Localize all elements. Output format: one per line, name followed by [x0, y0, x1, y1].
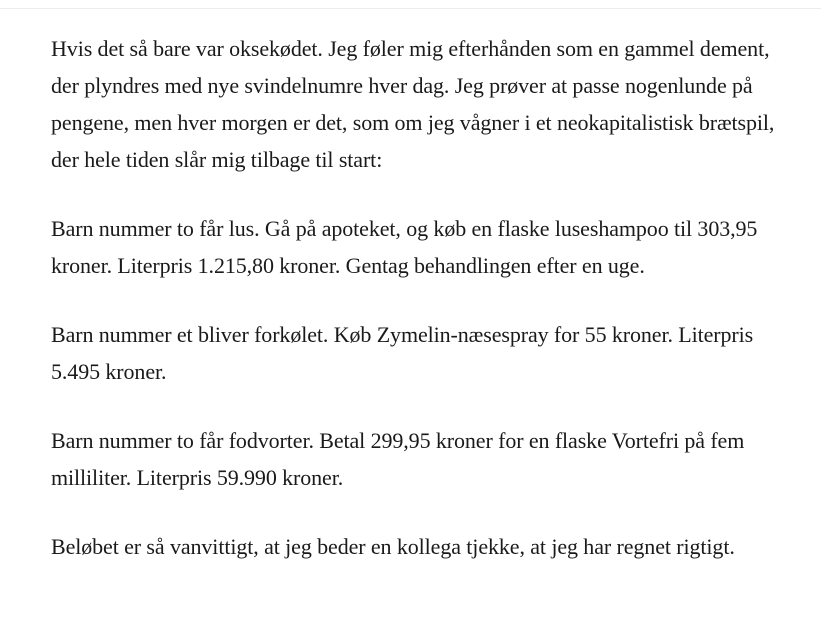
article-body: [51, 30, 796, 597]
article-paragraph-5: Beløbet er så vanvittigt, at jeg beder en kollega tjekke, at jeg har regnet rigtigt.: [51, 534, 735, 559]
top-divider: [0, 8, 821, 9]
article-paragraph-4: Barn nummer to får fodvorter. Betal 299,95 kroner for en flaske Vortefri på fem milliliter. Literpris 59.990 kroner.: [51, 428, 745, 490]
article-paragraph-1: Hvis det så bare var oksekødet. Jeg føler mig efterhånden som en gammel dement, der plyndres med nye svindelnumre hver dag. Jeg prøver at passe nogenlunde på pengene, men hver morgen er det, som om jeg vågner i et neokapitalistisk brætspil, der hele tiden slår mig tilbage til start:: [51, 36, 775, 172]
article-paragraph-2: Barn nummer to får lus. Gå på apoteket, og køb en flaske luseshampoo til 303,95 kroner. Literpris 1.215,80 kroner. Gentag behandlingen efter en uge.: [51, 216, 758, 278]
article-paragraph-3: Barn nummer et bliver forkølet. Køb Zymelin-næsespray for 55 kroner. Literpris 5.495 kroner.: [51, 322, 754, 384]
